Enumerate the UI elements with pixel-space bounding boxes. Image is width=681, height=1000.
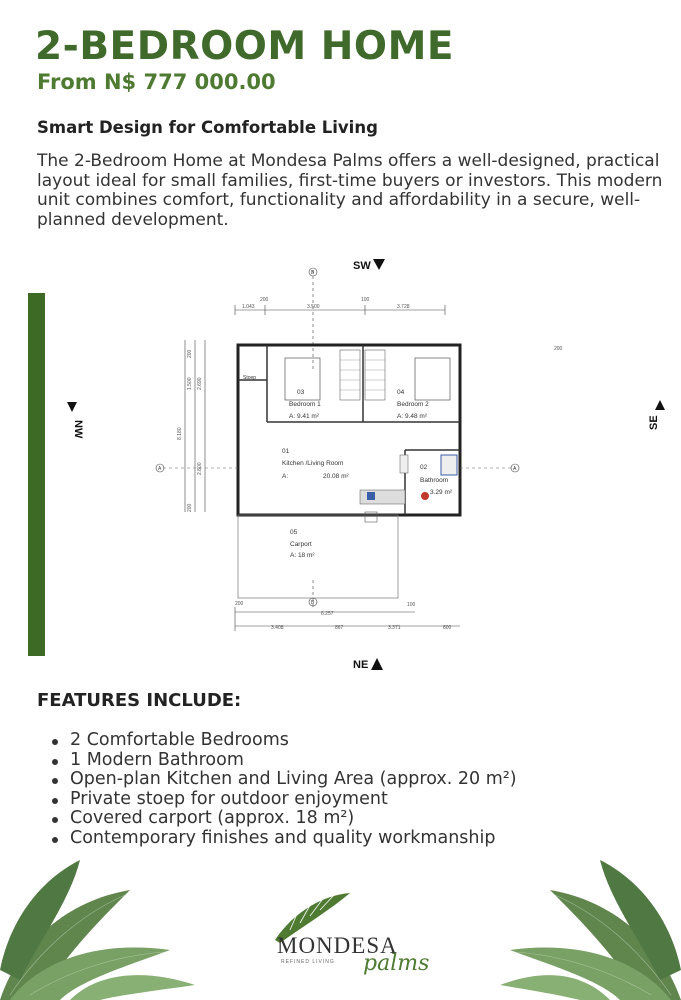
svg-text:20.08 m²: 20.08 m² bbox=[323, 473, 349, 480]
svg-text:A: 9.41 m²: A: 9.41 m² bbox=[289, 413, 319, 420]
svg-text:200: 200 bbox=[187, 349, 193, 358]
compass-bottom: NE bbox=[353, 659, 369, 671]
svg-text:A:: A: bbox=[282, 473, 289, 480]
palm-leaves-right-icon bbox=[500, 860, 681, 1000]
svg-text:3.500: 3.500 bbox=[307, 304, 320, 310]
svg-text:200: 200 bbox=[260, 297, 269, 303]
svg-text:200: 200 bbox=[554, 346, 563, 352]
svg-text:3.371: 3.371 bbox=[388, 625, 401, 631]
features-heading: FEATURES INCLUDE: bbox=[37, 690, 242, 711]
subtitle: Smart Design for Comfortable Living bbox=[37, 118, 378, 137]
svg-text:B: B bbox=[311, 600, 315, 606]
feature-item: Private stoep for outdoor enjoyment bbox=[50, 790, 517, 810]
feature-item: Covered carport (approx. 18 m²) bbox=[50, 809, 517, 829]
svg-text:100: 100 bbox=[407, 602, 416, 608]
svg-text:3.408: 3.408 bbox=[271, 625, 284, 631]
svg-text:Carport: Carport bbox=[290, 541, 312, 548]
svg-text:Kitchen /Living Room: Kitchen /Living Room bbox=[282, 460, 344, 467]
svg-text:3.29 m²: 3.29 m² bbox=[430, 489, 453, 496]
feature-item: Contemporary finishes and quality workmanship bbox=[50, 829, 517, 849]
svg-text:A: 18 m²: A: 18 m² bbox=[290, 552, 315, 559]
svg-text:200: 200 bbox=[235, 601, 244, 607]
compass-arrow-bottom-icon bbox=[371, 658, 383, 670]
svg-text:02: 02 bbox=[420, 464, 428, 471]
svg-text:A: 9.48 m²: A: 9.48 m² bbox=[397, 413, 427, 420]
svg-text:B: B bbox=[311, 270, 315, 276]
logo-script: palms bbox=[363, 951, 430, 976]
compass-arrow-right-icon bbox=[655, 400, 665, 410]
svg-text:A: A bbox=[158, 466, 162, 472]
svg-text:6.257: 6.257 bbox=[321, 611, 334, 617]
mondesa-palms-logo bbox=[255, 885, 455, 990]
feature-item: 2 Comfortable Bedrooms bbox=[50, 731, 517, 751]
svg-text:200: 200 bbox=[187, 503, 193, 512]
svg-text:8.180: 8.180 bbox=[177, 427, 183, 440]
svg-text:05: 05 bbox=[290, 529, 298, 536]
svg-text:Stoep: Stoep bbox=[243, 375, 257, 381]
palm-leaves-left-icon bbox=[0, 860, 200, 1000]
feature-item: Open-plan Kitchen and Living Area (approx. 20 m²) bbox=[50, 770, 517, 790]
svg-text:Bedroom 2: Bedroom 2 bbox=[397, 401, 429, 408]
price-text: From N$ 777 000.00 bbox=[37, 70, 276, 94]
logo-name: MONDESA bbox=[277, 933, 398, 958]
svg-text:A: A bbox=[513, 466, 517, 472]
compass-top: SW bbox=[353, 260, 371, 272]
compass-arrow-top-icon bbox=[373, 259, 385, 270]
svg-text:2.690: 2.690 bbox=[197, 377, 203, 390]
svg-text:Bedroom 1: Bedroom 1 bbox=[289, 401, 321, 408]
compass-left: NW bbox=[72, 420, 84, 439]
svg-text:04: 04 bbox=[397, 389, 405, 396]
svg-text:2.800: 2.800 bbox=[197, 462, 203, 475]
green-accent-bar bbox=[28, 293, 45, 656]
feature-item: 1 Modern Bathroom bbox=[50, 751, 517, 771]
svg-text:1.043: 1.043 bbox=[242, 304, 255, 310]
features-list bbox=[50, 731, 517, 848]
intro-paragraph: The 2-Bedroom Home at Mondesa Palms offers a well-designed, practical layout ideal for small families, first-time buyers or investors. This modern unit combines comfort, functionality and affordability in a secure, well-planned development. bbox=[37, 151, 663, 230]
svg-text:Bathroom: Bathroom bbox=[420, 477, 449, 484]
svg-text:03: 03 bbox=[297, 389, 305, 396]
compass-right: SE bbox=[648, 415, 660, 430]
svg-text:867: 867 bbox=[335, 625, 344, 631]
page-title: 2-BEDROOM HOME bbox=[35, 24, 455, 69]
floor-plan bbox=[45, 250, 681, 680]
svg-text:1.500: 1.500 bbox=[187, 377, 193, 390]
compass-arrow-left-icon bbox=[67, 402, 77, 412]
svg-text:3.728: 3.728 bbox=[397, 304, 410, 310]
svg-text:100: 100 bbox=[361, 297, 370, 303]
svg-text:800: 800 bbox=[443, 625, 452, 631]
logo-tagline: REFINED LIVING bbox=[281, 959, 335, 965]
svg-text:01: 01 bbox=[282, 448, 290, 455]
